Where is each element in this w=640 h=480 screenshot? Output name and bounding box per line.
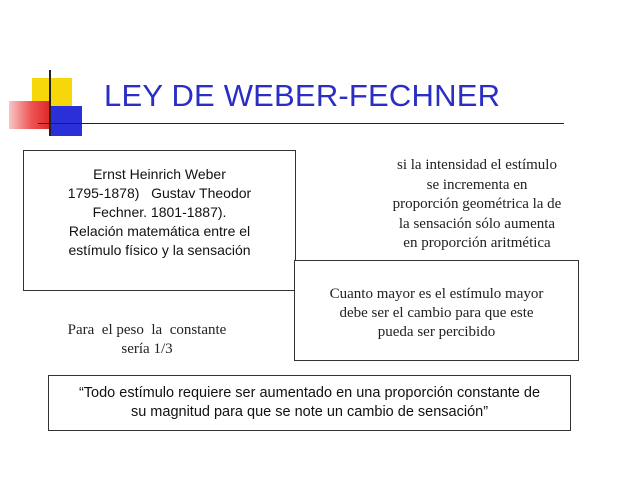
- logo-red-square: [9, 101, 49, 129]
- text-line: proporción geométrica la de: [392, 196, 562, 212]
- mayor-estimulo-text: [295, 285, 578, 342]
- text-line: debe ser el cambio para que este: [339, 305, 534, 321]
- logo-blue-square: [50, 106, 82, 136]
- text-line: estímulo físico y la sensación: [68, 242, 251, 258]
- text-line: si la intensidad el estímulo: [397, 157, 557, 173]
- logo-vertical-line: [49, 70, 51, 136]
- weber-fechner-box: [23, 150, 296, 291]
- text-line: Relación matemática entre el: [68, 223, 251, 239]
- quote-box: [48, 375, 571, 431]
- mayor-estimulo-box: [294, 260, 579, 361]
- text-line: se incrementa en: [426, 176, 528, 193]
- intensidad-text: [356, 156, 598, 254]
- text-line: Ernst Heinrich Weber: [93, 166, 226, 182]
- title-underline: [38, 123, 564, 124]
- text-line: la sensación sólo aumenta: [398, 215, 556, 232]
- text-line: 1795-1878) Gustav Theodor: [67, 185, 252, 201]
- weber-fechner-text: [24, 165, 295, 260]
- text-line: Fechner. 1801-1887).: [92, 204, 227, 220]
- text-line: Para el peso la constante: [67, 322, 227, 338]
- text-line: su magnitud para que se note un cambio de sensación”: [130, 404, 489, 420]
- text-line: en proporción aritmética: [403, 235, 551, 251]
- text-line: “Todo estímulo requiere ser aumentado en una proporción constante de: [78, 385, 541, 401]
- quote-text: [49, 384, 570, 422]
- text-line: sería 1/3: [121, 341, 173, 357]
- peso-constante-text: [36, 321, 258, 359]
- slide-title: LEY DE WEBER-FECHNER: [104, 78, 501, 113]
- text-line: pueda ser percibido: [377, 324, 496, 340]
- text-line: Cuanto mayor es el estímulo mayor: [329, 286, 544, 302]
